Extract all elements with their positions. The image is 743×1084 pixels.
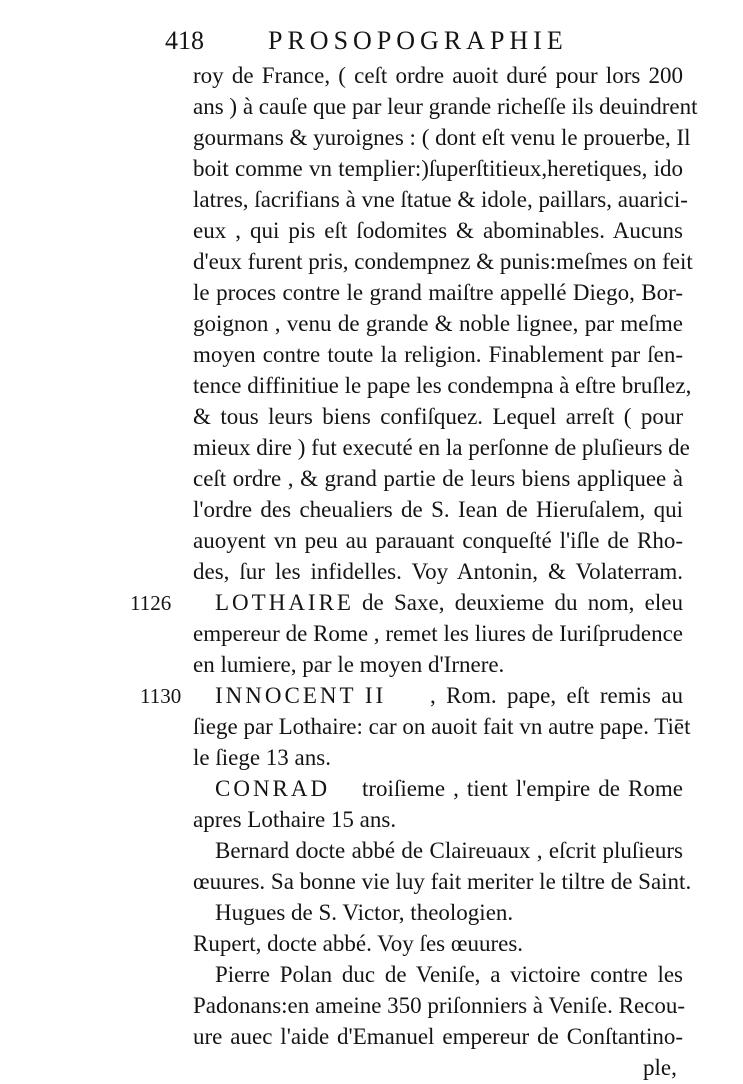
text-line: eux , qui pis eſt ſodomites & abominables. Aucuns — [193, 218, 683, 243]
text-line: & tous leurs biens confiſquez. Lequel arreſt ( pour — [193, 404, 683, 429]
text-line: auoyent vn peu au parauant conqueſté l'iſle de Rho- — [193, 528, 683, 553]
margin-year: 1126 — [130, 591, 172, 615]
page-header — [0, 20, 743, 60]
text-line: des, ſur les infidelles. Voy Antonin, & Volaterram. — [193, 559, 683, 584]
text-line: empereur de Rome , remet les liures de Iuriſprudence — [193, 621, 683, 646]
text-line: œuures. Sa bonne vie luy fait meriter le tiltre de Saint. — [193, 869, 692, 894]
text-line: le ſiege 13 ans. — [193, 745, 331, 770]
text-line: d'eux furent pris, condempnez & punis:meſmes on feit — [193, 249, 693, 274]
text-line: Rupert, docte abbé. Voy ſes œuures. — [193, 931, 524, 956]
margin-year: 1130 — [140, 684, 182, 708]
entry-name-innocent: INNOCENT II — [215, 683, 387, 708]
text-line: Pierre Polan duc de Veniſe, a victoire contre les — [215, 962, 683, 987]
entry-name-conrad: CONRAD — [215, 776, 331, 801]
page-number: 418 — [165, 26, 204, 55]
text-line: moyen contre toute la religion. Finablement par ſen- — [193, 342, 683, 367]
text-line: ſiege par Lothaire: car on auoit fait vn autre pape. Tiēt — [193, 714, 691, 739]
text-line: goignon , venu de grande & noble lignee, par meſme — [193, 311, 683, 336]
text-line: Bernard docte abbé de Claireuaux , eſcrit pluſieurs — [215, 838, 683, 863]
catchword: ple, — [643, 1055, 677, 1080]
text-line: apres Lothaire 15 ans. — [193, 807, 397, 832]
text-line: latres, ſacrifians à vne ſtatue & idole, paillars, auarici- — [193, 187, 688, 212]
text-line: tence diffinitiue le pape les condempna à eſtre bruſlez, — [193, 373, 692, 398]
text-line: roy de France, ( ceſt ordre auoit duré pour lors 200 — [193, 63, 683, 88]
text-line: de Saxe, deuxieme du nom, eleu — [362, 590, 683, 615]
text-line: ans ) à cauſe que par leur grande richeſſe ils deuindrent — [193, 94, 698, 119]
text-line: ceſt ordre , & grand partie de leurs biens appliquee à — [193, 466, 683, 491]
text-line: Padonans:en ameine 350 priſonniers à Veniſe. Recou- — [193, 993, 686, 1018]
text-line: , Rom. pape, eſt remis au — [430, 683, 683, 708]
text-line: gourmans & yuroignes : ( dont eſt venu le prouerbe, Il — [193, 125, 691, 150]
text-line: le proces contre le grand maiſtre appellé Diego, Bor- — [193, 280, 683, 305]
entry-name-lothaire: LOTHAIRE — [215, 590, 354, 615]
text-line: mieux dire ) fut executé en la perſonne de pluſieurs de — [193, 435, 690, 460]
text-line: ure auec l'aide d'Emanuel empereur de Conſtantino- — [193, 1024, 683, 1049]
text-line: boit comme vn templier:)ſuperſtitieux,heretiques, ido — [193, 156, 683, 181]
running-title: PROSOPOGRAPHIE — [268, 26, 568, 55]
text-line: troiſieme , tient l'empire de Rome — [362, 776, 683, 801]
text-line: en lumiere, par le moyen d'Irnere. — [193, 652, 505, 677]
text-line: Hugues de S. Victor, theologien. — [215, 900, 514, 925]
text-line: l'ordre des cheualiers de S. Iean de Hieruſalem, qui — [193, 497, 683, 522]
